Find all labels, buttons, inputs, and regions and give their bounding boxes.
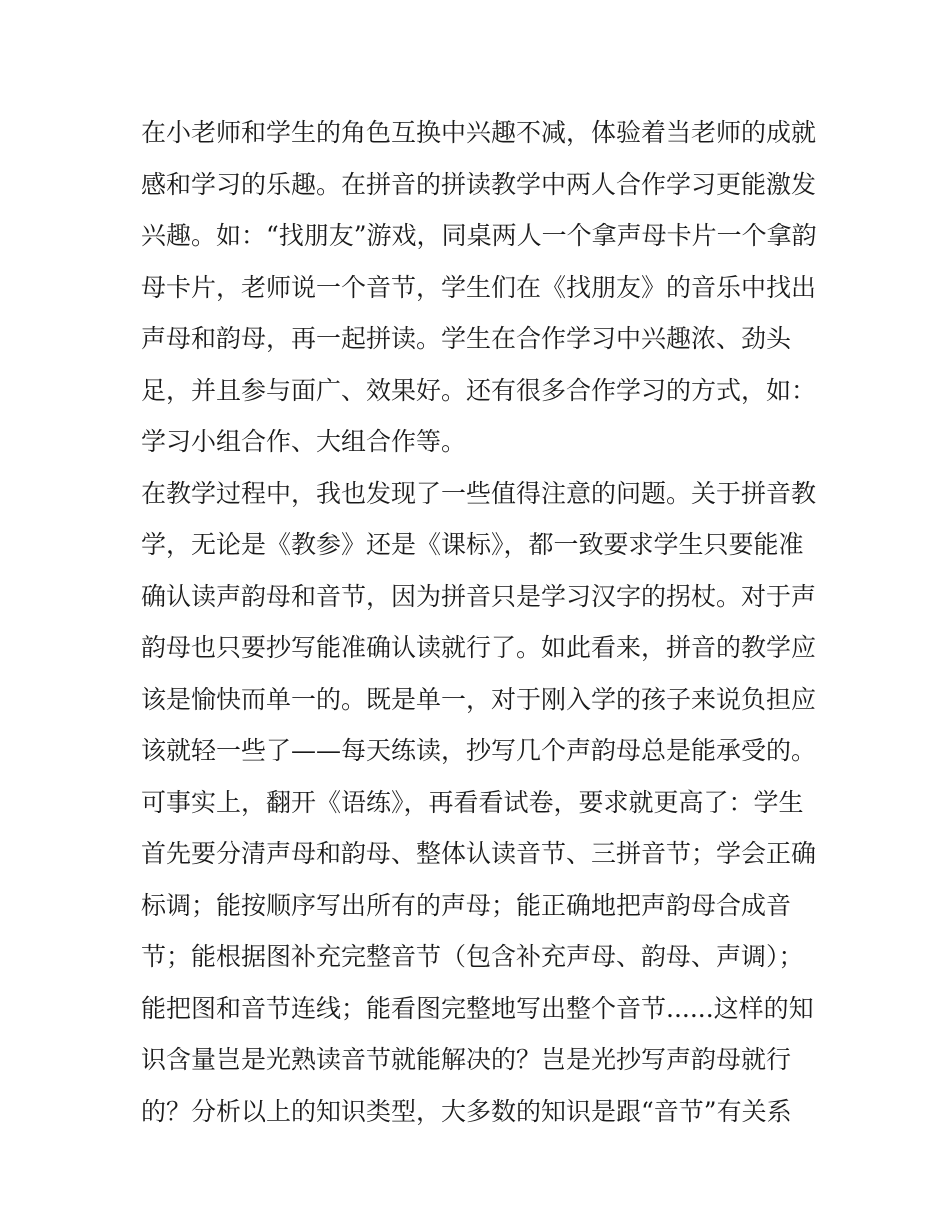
text-line: 足，并且参与面广、效果好。还有很多合作学习的方式，如：: [141, 375, 817, 405]
text-line: 确认读声韵母和音节，因为拼音只是学习汉字的拐杖。对于声: [141, 581, 817, 611]
text-line: 在教学过程中，我也发现了一些值得注意的问题。关于拼音教: [141, 478, 817, 508]
text-line: 韵母也只要抄写能准确认读就行了。如此看来，拼音的教学应: [141, 633, 817, 662]
text-line: 识含量岂是光熟读音节就能解决的？岂是光抄写声韵母就行: [141, 1045, 792, 1074]
text-line: 学，无论是《教参》还是《课标》，都一致要求学生只要能准: [141, 530, 804, 559]
text-line: 首先要分清声母和韵母、整体认读音节、三拼音节；学会正确: [141, 839, 817, 868]
body-text: [141, 107, 821, 1137]
text-line: 的？分析以上的知识类型，大多数的知识是跟“音节”有关系: [141, 1096, 792, 1126]
text-line: 节；能根据图补充完整音节（包含补充声母、韵母、声调）；: [141, 942, 804, 971]
text-line: 该就轻一些了——每天练读，抄写几个声韵母总是能承受的。: [141, 736, 817, 765]
text-line: 该是愉快而单一的。既是单一，对于刚入学的孩子来说负担应: [141, 684, 817, 714]
text-line: 母卡片，老师说一个音节，学生们在《找朋友》的音乐中找出: [141, 272, 817, 302]
text-line: 声母和韵母，再一起拼读。学生在合作学习中兴趣浓、劲头: [141, 324, 792, 353]
text-line: 兴趣。如：“找朋友”游戏，同桌两人一个拿声母卡片一个拿韵: [141, 221, 817, 250]
text-line: 可事实上，翻开《语练》，再看看试卷，要求就更高了：学生: [141, 787, 804, 817]
text-line: 在小老师和学生的角色互换中兴趣不减，体验着当老师的成就: [141, 118, 817, 147]
text-line: 标调；能按顺序写出所有的声母；能正确地把声韵母合成音: [141, 890, 792, 920]
text-line: 感和学习的乐趣。在拼音的拼读教学中两人合作学习更能激发: [141, 169, 817, 199]
text-line: 学习小组合作、大组合作等。: [141, 427, 467, 456]
text-line: 能把图和音节连线；能看图完整地写出整个音节......这样的知: [141, 993, 814, 1023]
